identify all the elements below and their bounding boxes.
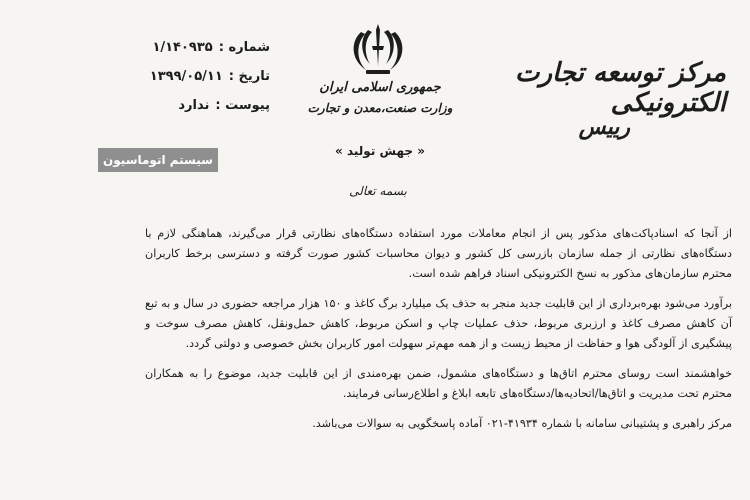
letter-body (145, 224, 732, 444)
letter-number-row (150, 40, 270, 55)
invocation: بسمه تعالی (349, 184, 407, 198)
letter-attachment-value: ندارد (178, 98, 210, 113)
letter-number-value: ۱/۱۴۰۹۳۵ (152, 40, 213, 55)
ministry-name: وزارت صنعت،معدن و تجارت (307, 101, 453, 115)
government-block (290, 80, 470, 115)
iran-emblem-icon (346, 20, 410, 76)
letter-date-row (150, 69, 270, 84)
letter-attachment-label: پیوست : (215, 98, 270, 113)
letter-number-label: شماره : (218, 40, 270, 55)
letter-date-value: ۱۳۹۹/۰۵/۱۱ (149, 69, 223, 84)
organization-subtitle: رییس (578, 114, 630, 140)
paragraph-3: خواهشمند است روسای محترم اتاق‌ها و دستگاه‌های مشمول، ضمن بهره‌مندی از این قابلیت جدید، موضوع را به همکاران محترم تحت مدیریت و اتاق‌ها/اتحادیه‌ها/دستگاه‌های تابعه ابلاغ و اطلاع‌رسانی فرمایند. (145, 367, 732, 400)
letter-meta (150, 40, 270, 127)
paragraph-2: برآورد می‌شود بهره‌برداری از این قابلیت جدید منجر به حذف یک میلیارد برگ کاغذ و ۱۵۰ هزار مراجعه حضوری در سال و به تبع آن کاهش مصرف کاغذ و ارزبری مربوط، حذف عملیات چاپ و اسکن مربوط، کاهش حمل‌ونقل، کاهش مصرف سوخت و پیشگیری از آلودگی هوا و حفاظت از محیط زیست و از همه مهم‌تر سهولت امور کاربران بخش خصوصی و دولتی گردد. (145, 297, 732, 350)
letter-date-label: تاریخ : (228, 69, 270, 84)
organization-title: مرکز توسعه تجارت الکترونیکی (514, 58, 726, 118)
slogan: « جهش تولید » (335, 144, 425, 158)
paragraph-4: مرکز راهبری و پشتیبانی سامانه با شماره ۴۱۹۳۴-۰۲۱ آماده پاسخگویی به سوالات می‌باشد. (312, 417, 732, 430)
letter-attachment-row (150, 98, 270, 113)
government-name: جمهوری اسلامی ایران (319, 80, 441, 95)
paragraph-1: از آنجا که اسنادپاکت‌های مذکور پس از انجام معاملات مورد استفاده دستگاه‌های نظارتی قرار می‌گیرند، هماهنگی لازم با دستگاه‌های نظارتی از جمله سازمان بازرسی کل کشور و دیوان محاسبات کشور صورت گرفته و دسترسی برخط کاربران محترم سازمان‌های مذکور به نسخ الکترونیکی اسناد فراهم شده است. (145, 227, 732, 280)
automation-system-badge: سیستم اتوماسیون (98, 148, 218, 172)
